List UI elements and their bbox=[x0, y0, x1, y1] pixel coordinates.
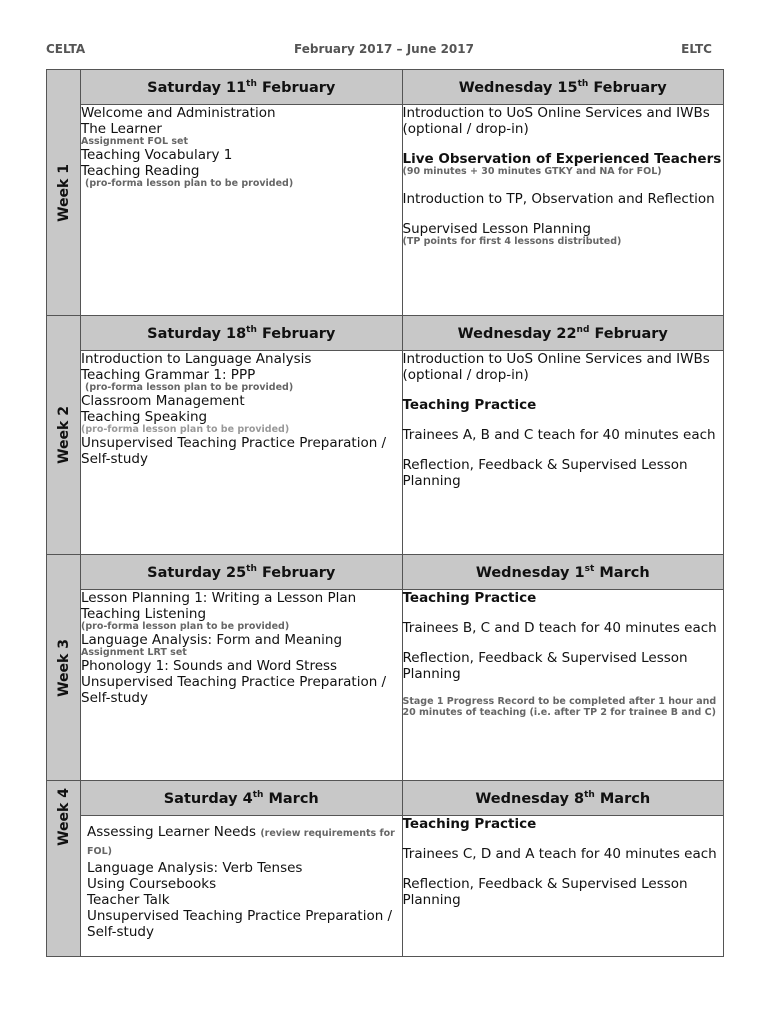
week-3-saturday-heading: Saturday 25th February bbox=[81, 555, 403, 590]
session-note: (pro-forma lesson plan to be provided) bbox=[85, 382, 294, 393]
session: Teaching Grammar 1: PPP bbox=[81, 367, 256, 383]
session: Reflection, Feedback & Supervised Lesson Planning bbox=[402, 876, 688, 908]
session: Teaching Vocabulary 1 bbox=[81, 147, 233, 163]
week-label: Week 2 bbox=[55, 406, 72, 464]
session-note: Assignment LRT set bbox=[81, 647, 187, 658]
session-highlight: Teaching Practice bbox=[402, 397, 537, 413]
week-1-label-cell bbox=[47, 70, 81, 316]
week-3-content-row bbox=[47, 590, 724, 781]
week-1-wednesday-sessions bbox=[402, 105, 724, 316]
session: Assessing Learner Needs bbox=[87, 824, 261, 840]
session: Introduction to UoS Online Services and IWBs (optional / drop-in) bbox=[402, 105, 710, 137]
week-4-label-cell bbox=[47, 781, 81, 957]
week-3-label-cell bbox=[47, 555, 81, 781]
week-label: Week 4 bbox=[55, 788, 72, 846]
schedule-table bbox=[46, 69, 724, 957]
session: Welcome and Administration bbox=[81, 105, 276, 121]
week-2-saturday-sessions bbox=[81, 351, 403, 555]
session: Language Analysis: Form and Meaning bbox=[81, 632, 343, 648]
session-note: (90 minutes + 30 minutes GTKY and NA for FOL) bbox=[402, 166, 662, 177]
week-2-wednesday-sessions bbox=[402, 351, 724, 555]
header-centre: ELTC bbox=[681, 42, 712, 56]
session-highlight: Teaching Practice bbox=[402, 590, 537, 606]
session: Unsupervised Teaching Practice Preparation / Self-study bbox=[81, 435, 387, 467]
session-note: (pro-forma lesson plan to be provided) bbox=[81, 621, 290, 632]
week-4-wednesday-sessions bbox=[402, 816, 724, 957]
session: Using Coursebooks bbox=[87, 876, 217, 892]
session: Teaching Speaking bbox=[81, 409, 208, 425]
week-1-wednesday-heading: Wednesday 15th February bbox=[402, 70, 724, 105]
session: Introduction to TP, Observation and Reflection bbox=[402, 191, 715, 207]
week-3-header-row bbox=[47, 555, 724, 590]
week-1-saturday-heading: Saturday 11th February bbox=[81, 70, 403, 105]
session: Teaching Listening bbox=[81, 606, 207, 622]
week-3-saturday-sessions bbox=[81, 590, 403, 781]
session: Unsupervised Teaching Practice Preparation / Self-study bbox=[87, 908, 393, 940]
week-4-header-row bbox=[47, 781, 724, 816]
week-4-saturday-sessions bbox=[81, 816, 403, 957]
session: Trainees C, D and A teach for 40 minutes each bbox=[402, 846, 717, 862]
session-note: Stage 1 Progress Record to be completed after 1 hour and 20 minutes of teaching (i.e. after TP 2 for trainee B and C) bbox=[402, 696, 717, 718]
session: Unsupervised Teaching Practice Preparation / Self-study bbox=[81, 674, 387, 706]
session-note: (pro-forma lesson plan to be provided) bbox=[85, 178, 294, 189]
session: Lesson Planning 1: Writing a Lesson Plan bbox=[81, 590, 357, 606]
session: Introduction to Language Analysis bbox=[81, 351, 312, 367]
week-1-content-row bbox=[47, 105, 724, 316]
session-note: Assignment FOL set bbox=[81, 136, 189, 147]
session: Language Analysis: Verb Tenses bbox=[87, 860, 303, 876]
header-course: CELTA bbox=[46, 42, 86, 56]
week-2-label-cell bbox=[47, 316, 81, 555]
session: Phonology 1: Sounds and Word Stress bbox=[81, 658, 338, 674]
week-3-wednesday-heading: Wednesday 1st March bbox=[402, 555, 724, 590]
session: Supervised Lesson Planning bbox=[402, 221, 591, 237]
session-note: (pro-forma lesson plan to be provided) bbox=[81, 424, 290, 435]
session: Reflection, Feedback & Supervised Lesson Planning bbox=[402, 457, 688, 489]
week-3-wednesday-sessions bbox=[402, 590, 724, 781]
week-4-content-row bbox=[47, 816, 724, 957]
session-highlight: Teaching Practice bbox=[402, 816, 537, 832]
session: Reflection, Feedback & Supervised Lesson Planning bbox=[402, 650, 688, 682]
week-2-content-row bbox=[47, 351, 724, 555]
week-label: Week 1 bbox=[55, 163, 72, 222]
session: Introduction to UoS Online Services and IWBs (optional / drop-in) bbox=[402, 351, 710, 383]
header-dates: February 2017 – June 2017 bbox=[294, 42, 474, 56]
session: Trainees B, C and D teach for 40 minutes each bbox=[402, 620, 717, 636]
session: The Learner bbox=[81, 121, 162, 137]
week-1-header-row bbox=[47, 70, 724, 105]
week-1-saturday-sessions bbox=[81, 105, 403, 316]
session-note: (TP points for first 4 lessons distributed) bbox=[402, 236, 622, 247]
week-2-wednesday-heading: Wednesday 22nd February bbox=[402, 316, 724, 351]
week-4-saturday-heading: Saturday 4th March bbox=[81, 781, 403, 816]
session-note: (review requirements for FOL) bbox=[87, 828, 395, 857]
session: Classroom Management bbox=[81, 393, 245, 409]
week-2-header-row bbox=[47, 316, 724, 351]
session: Teaching Reading bbox=[81, 163, 200, 179]
session: Trainees A, B and C teach for 40 minutes each bbox=[402, 427, 716, 443]
session-highlight: Live Observation of Experienced Teachers bbox=[402, 151, 722, 167]
week-label: Week 3 bbox=[55, 638, 72, 697]
week-4-wednesday-heading: Wednesday 8th March bbox=[402, 781, 724, 816]
session: Teacher Talk bbox=[87, 892, 170, 908]
week-2-saturday-heading: Saturday 18th February bbox=[81, 316, 403, 351]
